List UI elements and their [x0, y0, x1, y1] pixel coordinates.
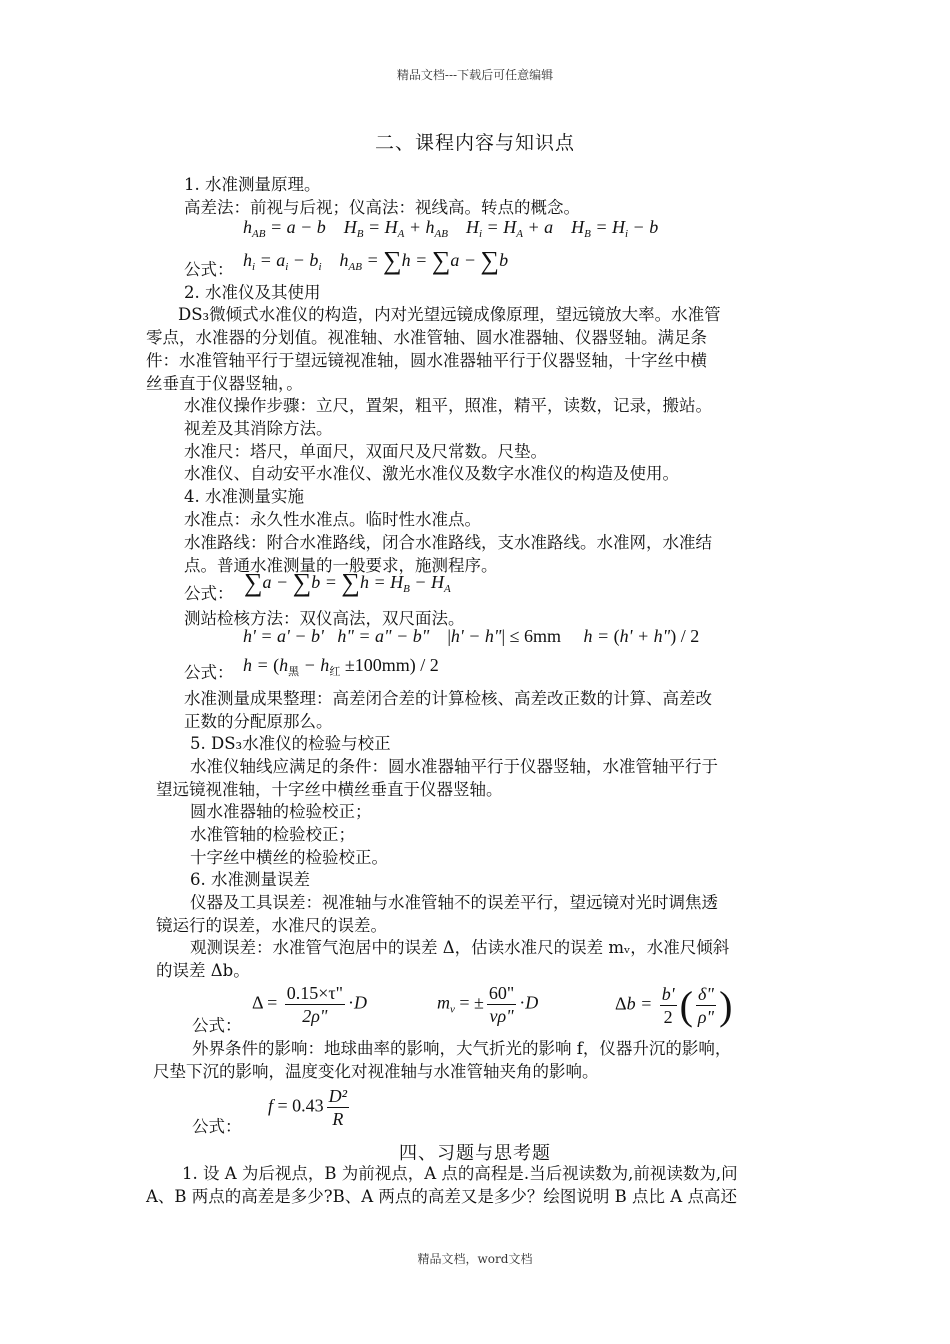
page-header: 精品文档---下载后可任意编辑 — [396, 68, 554, 82]
paragraph-instrument-errors-line2: 镜运行的误差，水准尺的误差。 — [156, 916, 387, 935]
heading-level-usage: 2. 水准仪及其使用 — [184, 283, 321, 302]
formula-mv: $m_v$ = ± $\frac{60"}{v\rho"}$ ·D — [437, 983, 539, 1026]
formula-double-reading: h' = a' − b' h" = a" − b" |h' − h"| ≤ 6mm h = (h' + h") / 2 — [243, 626, 700, 646]
formula-label: 公式： — [184, 260, 234, 279]
formula-black-red: $h = (h_黑 - h_红 \pm 100mm) / 2$ — [243, 655, 439, 678]
formula-sum-heights: $h_i = a_i - b_i$ $h_{AB} = \sum h = \sum a - \sum b$ — [243, 246, 509, 275]
paragraph-routes-line2: 点。普通水准测量的一般要求，施测程序。 — [184, 556, 498, 575]
text-leveling-staff: 水准尺：塔尺，单面尺，双面尺及尺常数。尺垫。 — [184, 442, 547, 461]
question-1-line2: A、B 两点的高差是多少?B、A 两点的高差又是多少？绘图说明 B 点比 A 点高还 — [146, 1187, 737, 1206]
text-circular-check: 圆水准器轴的检验校正； — [190, 802, 372, 821]
heading-errors: 6. 水准测量误差 — [190, 870, 310, 889]
formula-label: 公式： — [192, 1016, 242, 1035]
paragraph-axis-conditions-line2: 望远镜视准轴，十字丝中横丝垂直于仪器竖轴。 — [156, 780, 503, 799]
text-station-check: 测站检核方法：双仪高法，双尺面法。 — [184, 609, 465, 628]
text-benchmarks: 水准点：永久性水准点。临时性水准点。 — [184, 510, 481, 529]
text-height-methods: 高差法：前视与后视；仪高法：视线高。转点的概念。 — [184, 198, 580, 217]
paragraph-ds3-line1: DS₃微倾式水准仪的构造，内对光望远镜成像原理，望远镜放大率。水准管 — [178, 305, 721, 324]
paragraph-external-line1: 外界条件的影响：地球曲率的影响，大气折光的影响 f，仪器升沉的影响， — [192, 1039, 732, 1058]
paragraph-ds3-line4: 丝垂直于仪器竖轴，。 — [146, 374, 303, 393]
paragraph-axis-conditions-line1: 水准仪轴线应满足的条件：圆水准器轴平行于仪器竖轴，水准管轴平行于 — [190, 757, 718, 776]
paragraph-routes-line1: 水准路线：附合水准路线，闭合水准路线，支水准路线。水准网，水准结 — [184, 533, 712, 552]
paragraph-results-line2: 正数的分配原那么。 — [184, 712, 333, 731]
paragraph-external-line2: 尺垫下沉的影响，温度变化对视准轴与水准管轴夹角的影响。 — [153, 1062, 599, 1081]
paragraph-instrument-errors-line1: 仪器及工具误差：视准轴与水准管轴不的误差平行，望远镜对光时调焦透 — [190, 893, 718, 912]
text-operation-steps: 水准仪操作步骤：立尺，置架，粗平，照准，精平，读数，记录，搬站。 — [184, 396, 712, 415]
text-level-types: 水准仪、自动安平水准仪、激光水准仪及数字水准仪的构造及使用。 — [184, 464, 679, 483]
formula-delta: Δ = $\frac{0.15\times\tau"}{2\rho"}$ ·D — [252, 983, 367, 1026]
section-title: 二、课程内容与知识点 — [374, 132, 575, 154]
formula-label: 公式： — [184, 584, 234, 603]
paragraph-observation-errors-line2: 的误差 Δb。 — [156, 961, 250, 980]
paragraph-observation-errors-line1: 观测误差：水准管气泡居中的误差 Δ，估读水准尺的误差 mᵥ，水准尺倾斜 — [190, 938, 730, 957]
formula-delta-b: Δb = $\frac{b'}{2}$ ( $\frac{\delta"}{\rho"}$ ) — [615, 983, 733, 1028]
formula-label: 公式： — [192, 1117, 242, 1136]
heading-leveling-principle: 1. 水准测量原理。 — [184, 175, 321, 194]
formula-route-closure: $\sum a - \sum b = \sum h = H_B - H_A$ — [244, 568, 451, 597]
exercise-title: 四、习题与思考题 — [399, 1143, 551, 1164]
text-parallax: 视差及其消除方法。 — [184, 419, 333, 438]
formula-height-difference: $h_{AB} = a - b$ $H_B = H_A + h_{AB}$ $H_i = H_A + a$ $H_B = H_i - b$ — [243, 217, 659, 240]
heading-leveling-implementation: 4. 水准测量实施 — [184, 487, 304, 506]
question-1-line1: 1. 设 A 为后视点，B 为前视点，A 点的高程是.当后视读数为,前视读数为,问 — [182, 1164, 738, 1183]
text-tube-check: 水准管轴的检验校正； — [190, 825, 355, 844]
formula-label: 公式： — [184, 663, 234, 682]
formula-refraction: f = 0.43 $\frac{\text{D²}}{R}$ — [268, 1086, 348, 1129]
heading-calibration: 5. DS₃水准仪的检验与校正 — [190, 734, 391, 753]
paragraph-ds3-line3: 件：水准管轴平行于望远镜视准轴，圆水准器轴平行于仪器竖轴，十字丝中横 — [146, 351, 707, 370]
paragraph-results-line1: 水准测量成果整理：高差闭合差的计算检核、高差改正数的计算、高差改 — [184, 689, 712, 708]
page-footer: 精品文档，word文档 — [417, 1252, 533, 1266]
text-crosshair-check: 十字丝中横丝的检验校正。 — [190, 848, 388, 867]
paragraph-ds3-line2: 零点，水准器的分划值。视准轴、水准管轴、圆水准器轴、仪器竖轴。满足条 — [146, 328, 707, 347]
